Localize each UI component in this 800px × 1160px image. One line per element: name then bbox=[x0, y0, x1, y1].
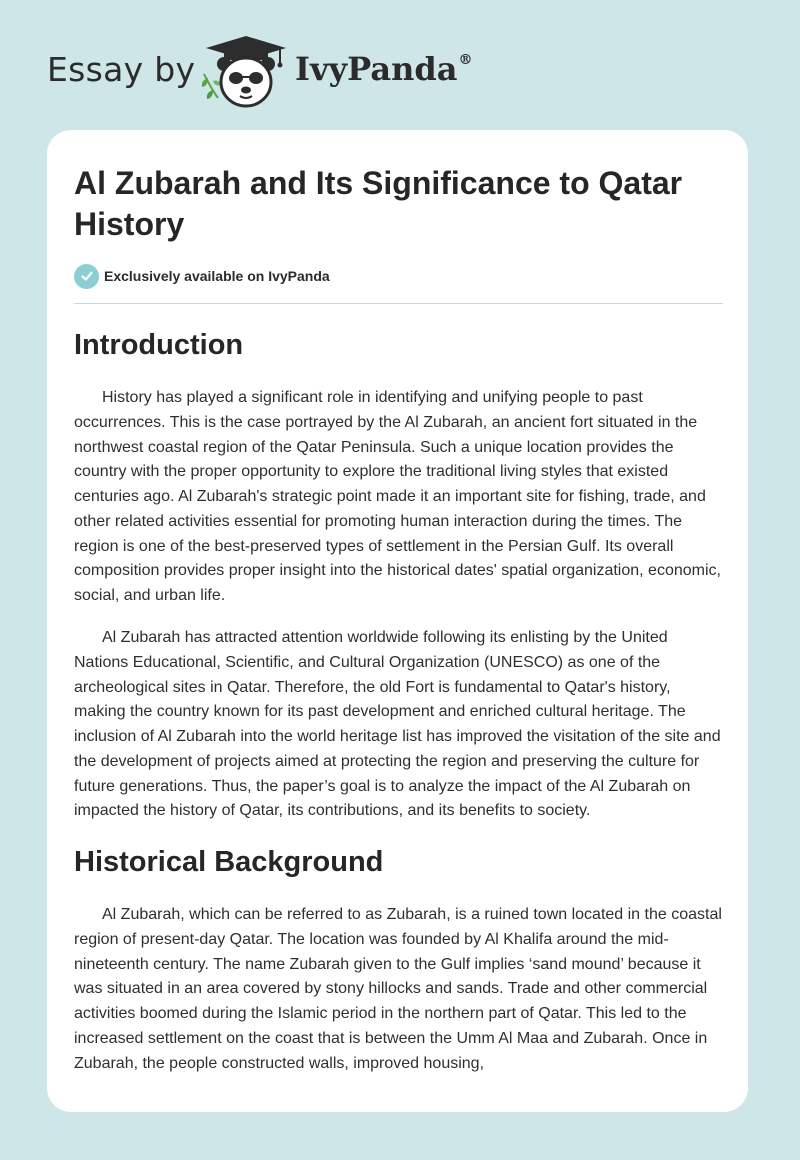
divider bbox=[74, 303, 723, 304]
brand-name-text: IvyPanda bbox=[295, 50, 458, 88]
section-heading-historical-background: Historical Background bbox=[74, 846, 384, 878]
paragraph: History has played a significant role in identifying and unifying people to past occurrences. This is the case portrayed by the Al Zubarah, an ancient fort situated in the northwest coastal region of the Qatar Peninsula. Such a unique location provides the country with the proper opportunity to explore the traditional living styles that existed centuries ago. Al Zubarah's strategic point made it an important site for fishing, trade, and other related activities essential for promoting human interaction during the times. The region is one of the best-preserved types of settlement in the Persian Gulf. Its overall composition provides proper insight into the historical dates' spatial organization, economic, social, and urban life. bbox=[74, 389, 721, 604]
essay-title: Al Zubarah and Its Significance to Qatar History bbox=[74, 165, 683, 242]
essay-card bbox=[47, 130, 748, 1112]
paragraph: Al Zubarah has attracted attention worldwide following its enlisting by the United Nations Educational, Scientific, and Cultural Organization (UNESCO) as one of the archeological sites in Qatar. Therefore, the old Fort is fundamental to Qatar's history, making the country known for its past development and enriched cultural heritage. The inclusion of Al Zubarah into the world heritage list has improved the visitation of the site and the development of projects aimed at protecting the region and preserving the culture for future generations. Thus, the paper’s goal is to analyze the impact of the Al Zubarah on impacted the history of Qatar, its contributions, and its benefits to society. bbox=[74, 629, 721, 820]
registered-mark: ® bbox=[458, 52, 473, 68]
brand-prefix: Essay by bbox=[47, 50, 196, 89]
section-heading-introduction: Introduction bbox=[74, 329, 244, 361]
check-icon bbox=[74, 264, 99, 289]
badge-label: Exclusively available on IvyPanda bbox=[104, 268, 330, 284]
paragraph: Al Zubarah, which can be referred to as Zubarah, is a ruined town located in the coastal region of present-day Qatar. The location was founded by Al Khalifa around the mid-nineteenth century. The name Zubarah given to the Gulf implies ‘sand mound’ because it was situated in an area covered by stony hillocks and sands. Trade and other commercial activities boomed during the Islamic period in the northern part of Qatar. This led to the increased settlement on the coast that is between the Umm Al Maa and Zubarah. Once in Zubarah, the people constructed walls, improved housing, bbox=[74, 906, 722, 1072]
ivypanda-logo-icon[interactable] bbox=[198, 34, 293, 110]
brand-name[interactable] bbox=[295, 50, 472, 88]
site-header bbox=[0, 0, 800, 130]
exclusive-badge bbox=[74, 263, 330, 289]
